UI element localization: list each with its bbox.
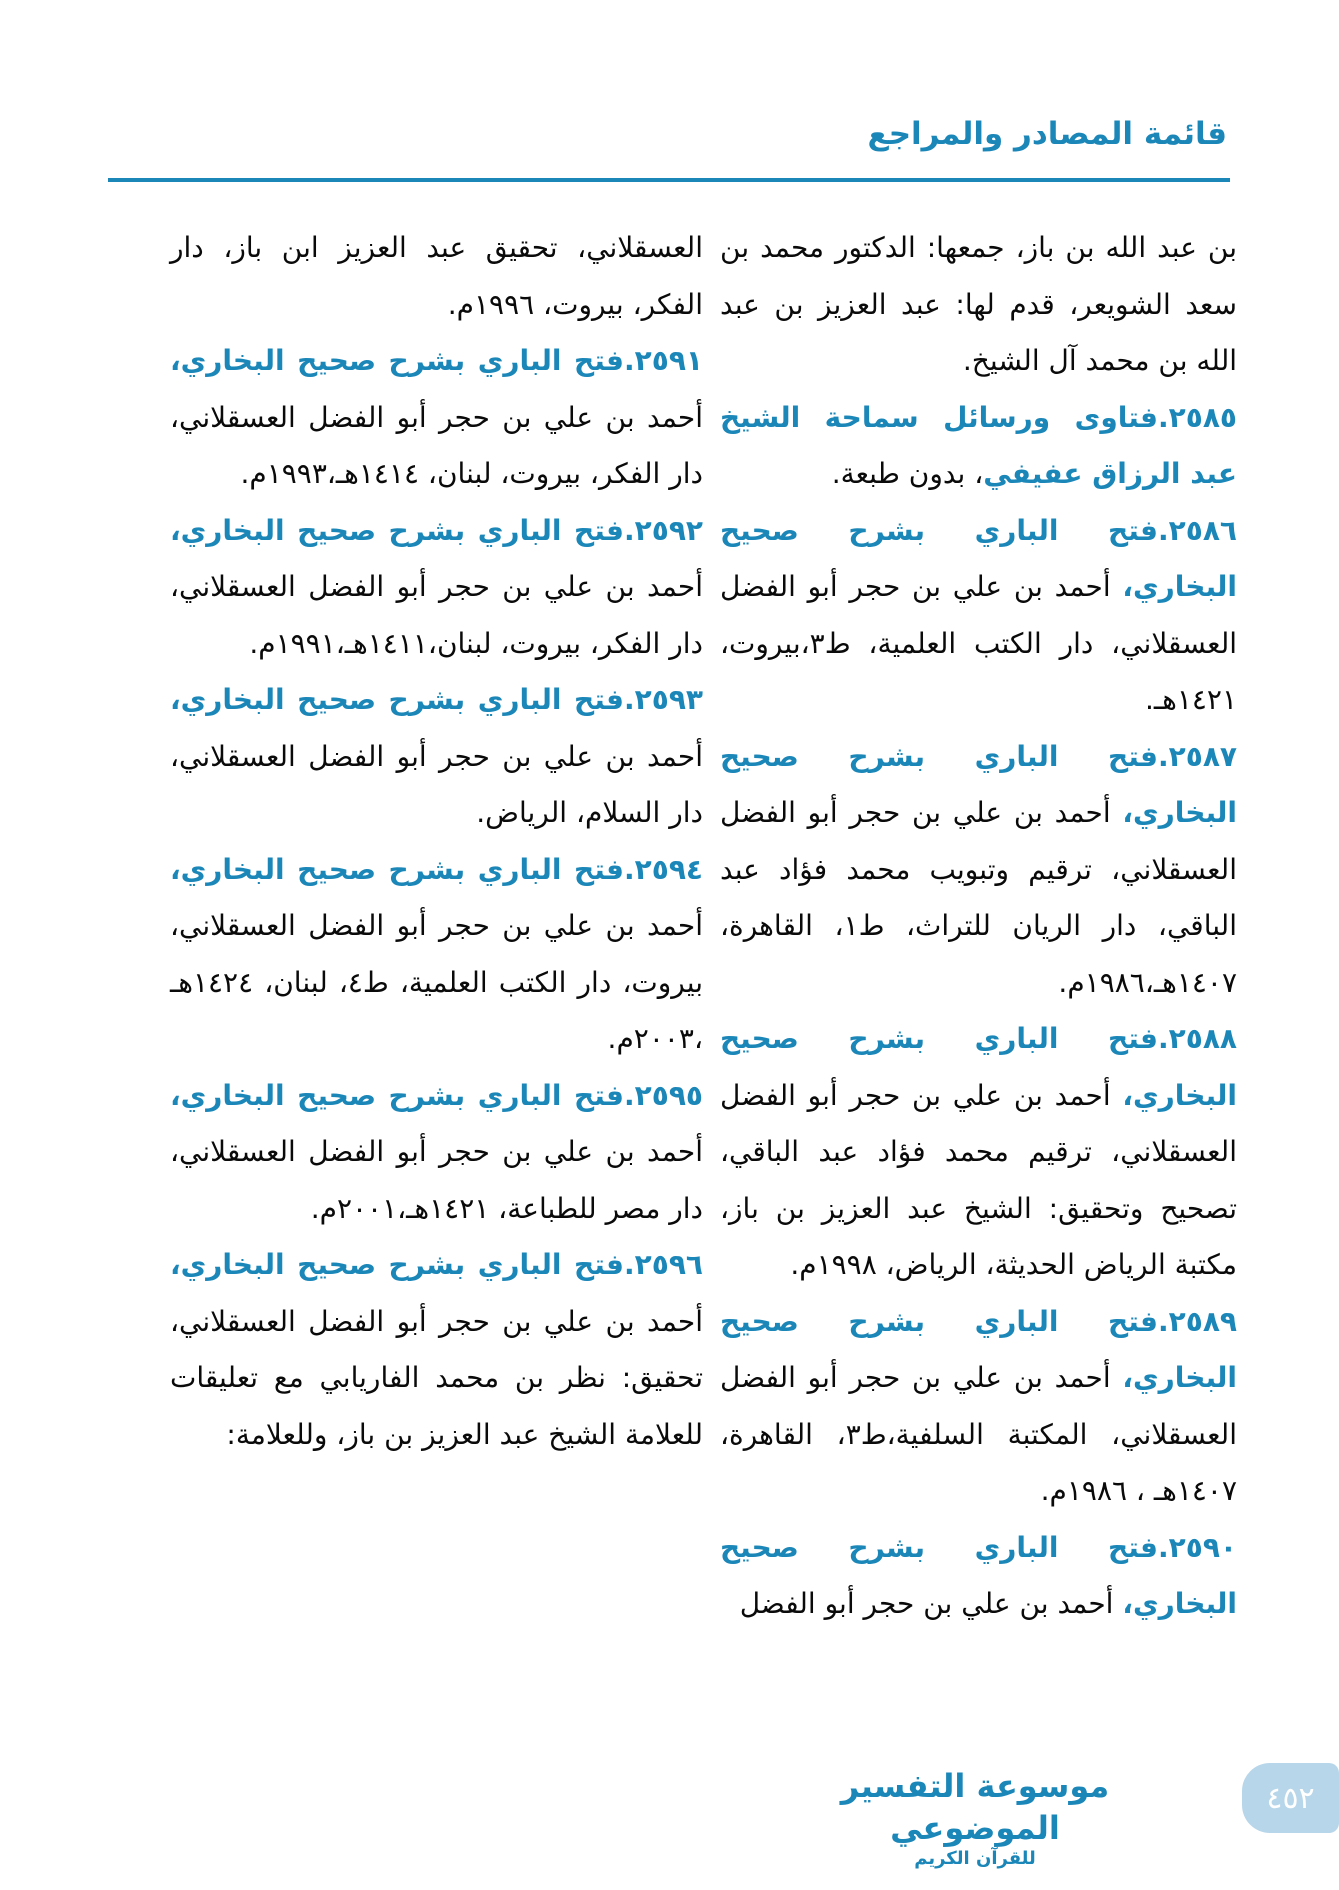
bibliography-entry xyxy=(170,672,703,842)
entry-details: ، بدون طبعة. xyxy=(831,457,984,490)
entry-number: ٢٥٩٢. xyxy=(624,513,703,547)
entry-number: ٢٥٨٨. xyxy=(1158,1022,1237,1055)
entry-number: ٢٥٩٣. xyxy=(624,683,703,716)
entry-title: فتح الباري بشرح صحيح البخاري، xyxy=(170,1248,624,1281)
bibliography-entry xyxy=(720,1294,1237,1520)
bibliography-entry xyxy=(720,729,1237,1012)
entry-details: أحمد بن علي بن حجر أبو الفضل العسقلاني، دار الفكر، بيروت، لبنان، ١٤١٤هـ،١٩٩٣م. xyxy=(170,400,703,490)
bibliography-entry xyxy=(170,1068,703,1238)
entry-details: أحمد بن علي بن حجر أبو الفضل العسقلاني، دار الفكر، بيروت، لبنان،١٤١١هـ،١٩٩١م. xyxy=(170,570,703,660)
publisher-logo xyxy=(790,1766,1160,1869)
entry-details: أحمد بن علي بن حجر أبو الفضل العسقلاني، دار مصر للطباعة، ١٤٢١هـ،٢٠٠١م. xyxy=(170,1135,703,1225)
entry-number: ٢٥٨٥. xyxy=(1158,400,1237,434)
entry-details: أحمد بن علي بن حجر أبو الفضل العسقلاني، بيروت، دار الكتب العلمية، ط٤، لبنان، ١٤٢٤هـ ،٢٠٠٣م. xyxy=(170,909,703,1055)
entry-title: فتح الباري بشرح صحيح البخاري، xyxy=(170,1078,624,1112)
entry-details: أحمد بن علي بن حجر أبو الفضل العسقلاني، المكتبة السلفية،ط٣، القاهرة، ١٤٠٧هـ ، ١٩٨٦م. xyxy=(720,1361,1237,1507)
entry-details: أحمد بن علي بن حجر أبو الفضل العسقلاني، ترقيم محمد فؤاد عبد الباقي، تصحيح وتحقيق: الشيخ عبد العزيز بن باز، مكتبة الرياض الحديثة، الرياض، ١٩٩٨م. xyxy=(720,1078,1237,1281)
entry-title: فتح الباري بشرح صحيح البخاري، xyxy=(720,1530,1237,1620)
entry-details: أحمد بن علي بن حجر أبو الفضل العسقلاني، دار السلام، الرياض. xyxy=(170,739,703,829)
entry-title: فتح الباري بشرح صحيح البخاري، xyxy=(720,739,1237,829)
entry-number: ٢٥٩٠. xyxy=(1158,1530,1237,1564)
entry-details: أحمد بن علي بن حجر أبو الفضل xyxy=(739,1587,1123,1620)
entry-number: ٢٥٨٦. xyxy=(1158,513,1237,547)
bibliography-entry xyxy=(720,1520,1237,1633)
entry-number: ٢٥٩٥. xyxy=(624,1078,703,1112)
entry-number: ٢٥٨٩. xyxy=(1158,1304,1237,1338)
entry-details: أحمد بن علي بن حجر أبو الفضل العسقلاني، دار الكتب العلمية، ط٣،بيروت، ١٤٢١هـ. xyxy=(720,570,1237,716)
bibliography-entry xyxy=(720,1011,1237,1294)
entry-title: فتح الباري بشرح صحيح البخاري، xyxy=(170,683,624,716)
entry-number: ٢٥٨٧. xyxy=(1158,739,1237,773)
bibliography-entry xyxy=(720,390,1237,503)
bibliography-entry xyxy=(170,842,703,1068)
entry-title: فتاوى ورسائل سماحة الشيخ عبد الرزاق عفيفي xyxy=(720,400,1237,490)
page-header-title: قائمة المصادر والمراجع xyxy=(867,116,1227,152)
entry-details: أحمد بن علي بن حجر أبو الفضل العسقلاني، تحقيق: نظر بن محمد الفاريابي مع تعليقات للعلامة الشيخ عبد العزيز بن باز، وللعلامة: xyxy=(170,1304,703,1451)
entry-continuation-right: بن عبد الله بن باز، جمعها: الدكتور محمد بن سعد الشويعر، قدم لها: عبد العزيز بن عبد الله بن محمد آل الشيخ. xyxy=(720,231,1237,377)
bibliography-entry xyxy=(170,333,703,503)
entry-title: فتح الباري بشرح صحيح البخاري، xyxy=(170,852,624,886)
entry-number: ٢٥٩٤. xyxy=(624,852,703,886)
column-left xyxy=(170,220,703,1463)
entry-number: ٢٥٩١. xyxy=(624,344,703,377)
entry-title: فتح الباري بشرح صحيح البخاري، xyxy=(170,513,624,547)
publisher-logo-subtitle: للقرآن الكريم xyxy=(914,1848,1036,1870)
bibliography-entry xyxy=(720,503,1237,729)
entry-title: فتح الباري بشرح صحيح البخاري، xyxy=(170,344,624,377)
entry-number: ٢٥٩٦. xyxy=(624,1248,703,1281)
entry-title: فتح الباري بشرح صحيح البخاري، xyxy=(720,513,1237,603)
entry-title: فتح الباري بشرح صحيح البخاري، xyxy=(720,1022,1237,1112)
page-number-badge xyxy=(1242,1763,1339,1833)
column-right xyxy=(720,220,1237,1633)
publisher-logo-title: موسوعة التفسير الموضوعي xyxy=(840,1767,1110,1847)
bibliography-entry xyxy=(170,503,703,673)
bibliography-entry xyxy=(170,1237,703,1463)
entry-details: أحمد بن علي بن حجر أبو الفضل العسقلاني، ترقيم وتبويب محمد فؤاد عبد الباقي، دار الريان للتراث، ط١، القاهرة، ١٤٠٧هـ،١٩٨٦م. xyxy=(720,796,1237,999)
entry-continuation-left: العسقلاني، تحقيق عبد العزيز ابن باز، دار الفكر، بيروت، ١٩٩٦م. xyxy=(170,231,703,321)
entry-title: فتح الباري بشرح صحيح البخاري، xyxy=(720,1304,1237,1394)
page-number: ٤٥٢ xyxy=(1266,1780,1315,1816)
header-rule xyxy=(108,178,1230,182)
